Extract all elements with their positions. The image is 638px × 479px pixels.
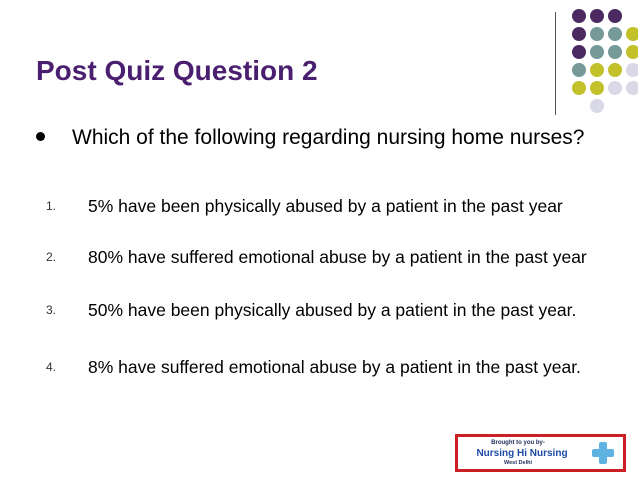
decorative-dot bbox=[590, 45, 604, 59]
decorative-dot bbox=[572, 27, 586, 41]
slide-title: Post Quiz Question 2 bbox=[36, 55, 318, 86]
logo-location: West Delhi bbox=[503, 460, 532, 466]
decorative-dot bbox=[626, 63, 638, 77]
decorative-dot bbox=[608, 63, 622, 77]
decorative-dot bbox=[590, 27, 604, 41]
decorative-dot bbox=[572, 9, 586, 23]
decorative-dot bbox=[626, 45, 638, 59]
option-number: 4. bbox=[46, 360, 57, 374]
option-number: 1. bbox=[46, 199, 57, 213]
medical-cross-icon bbox=[589, 440, 617, 466]
option-text: 50% have been physically abused by a patient in the past year. bbox=[88, 300, 577, 320]
divider-line bbox=[555, 12, 556, 115]
decorative-dot bbox=[608, 27, 622, 41]
question-text: Which of the following regarding nursing home nurses? bbox=[72, 126, 585, 149]
option-number: 3. bbox=[46, 303, 57, 317]
logo-tagline: Brought to you by- bbox=[491, 440, 545, 446]
decorative-dot bbox=[608, 9, 622, 23]
bullet-icon bbox=[36, 132, 45, 141]
logo-name: Nursing Hi Nursing bbox=[476, 448, 568, 459]
decorative-dot bbox=[608, 45, 622, 59]
decorative-dot bbox=[590, 9, 604, 23]
decorative-dot bbox=[626, 27, 638, 41]
option-text: 80% have suffered emotional abuse by a patient in the past year bbox=[88, 247, 587, 267]
decorative-dot bbox=[590, 81, 604, 95]
decorative-dot bbox=[572, 63, 586, 77]
nursing-hi-nursing-logo bbox=[455, 434, 626, 472]
option-number: 2. bbox=[46, 250, 57, 264]
option-text: 5% have been physically abused by a patient in the past year bbox=[88, 196, 563, 216]
decorative-dot bbox=[590, 63, 604, 77]
decorative-dot bbox=[572, 81, 586, 95]
decorative-dot bbox=[572, 45, 586, 59]
option-text: 8% have suffered emotional abuse by a patient in the past year. bbox=[88, 357, 581, 377]
decorative-dot bbox=[590, 99, 604, 113]
decorative-dot bbox=[608, 81, 622, 95]
decorative-dot bbox=[626, 81, 638, 95]
